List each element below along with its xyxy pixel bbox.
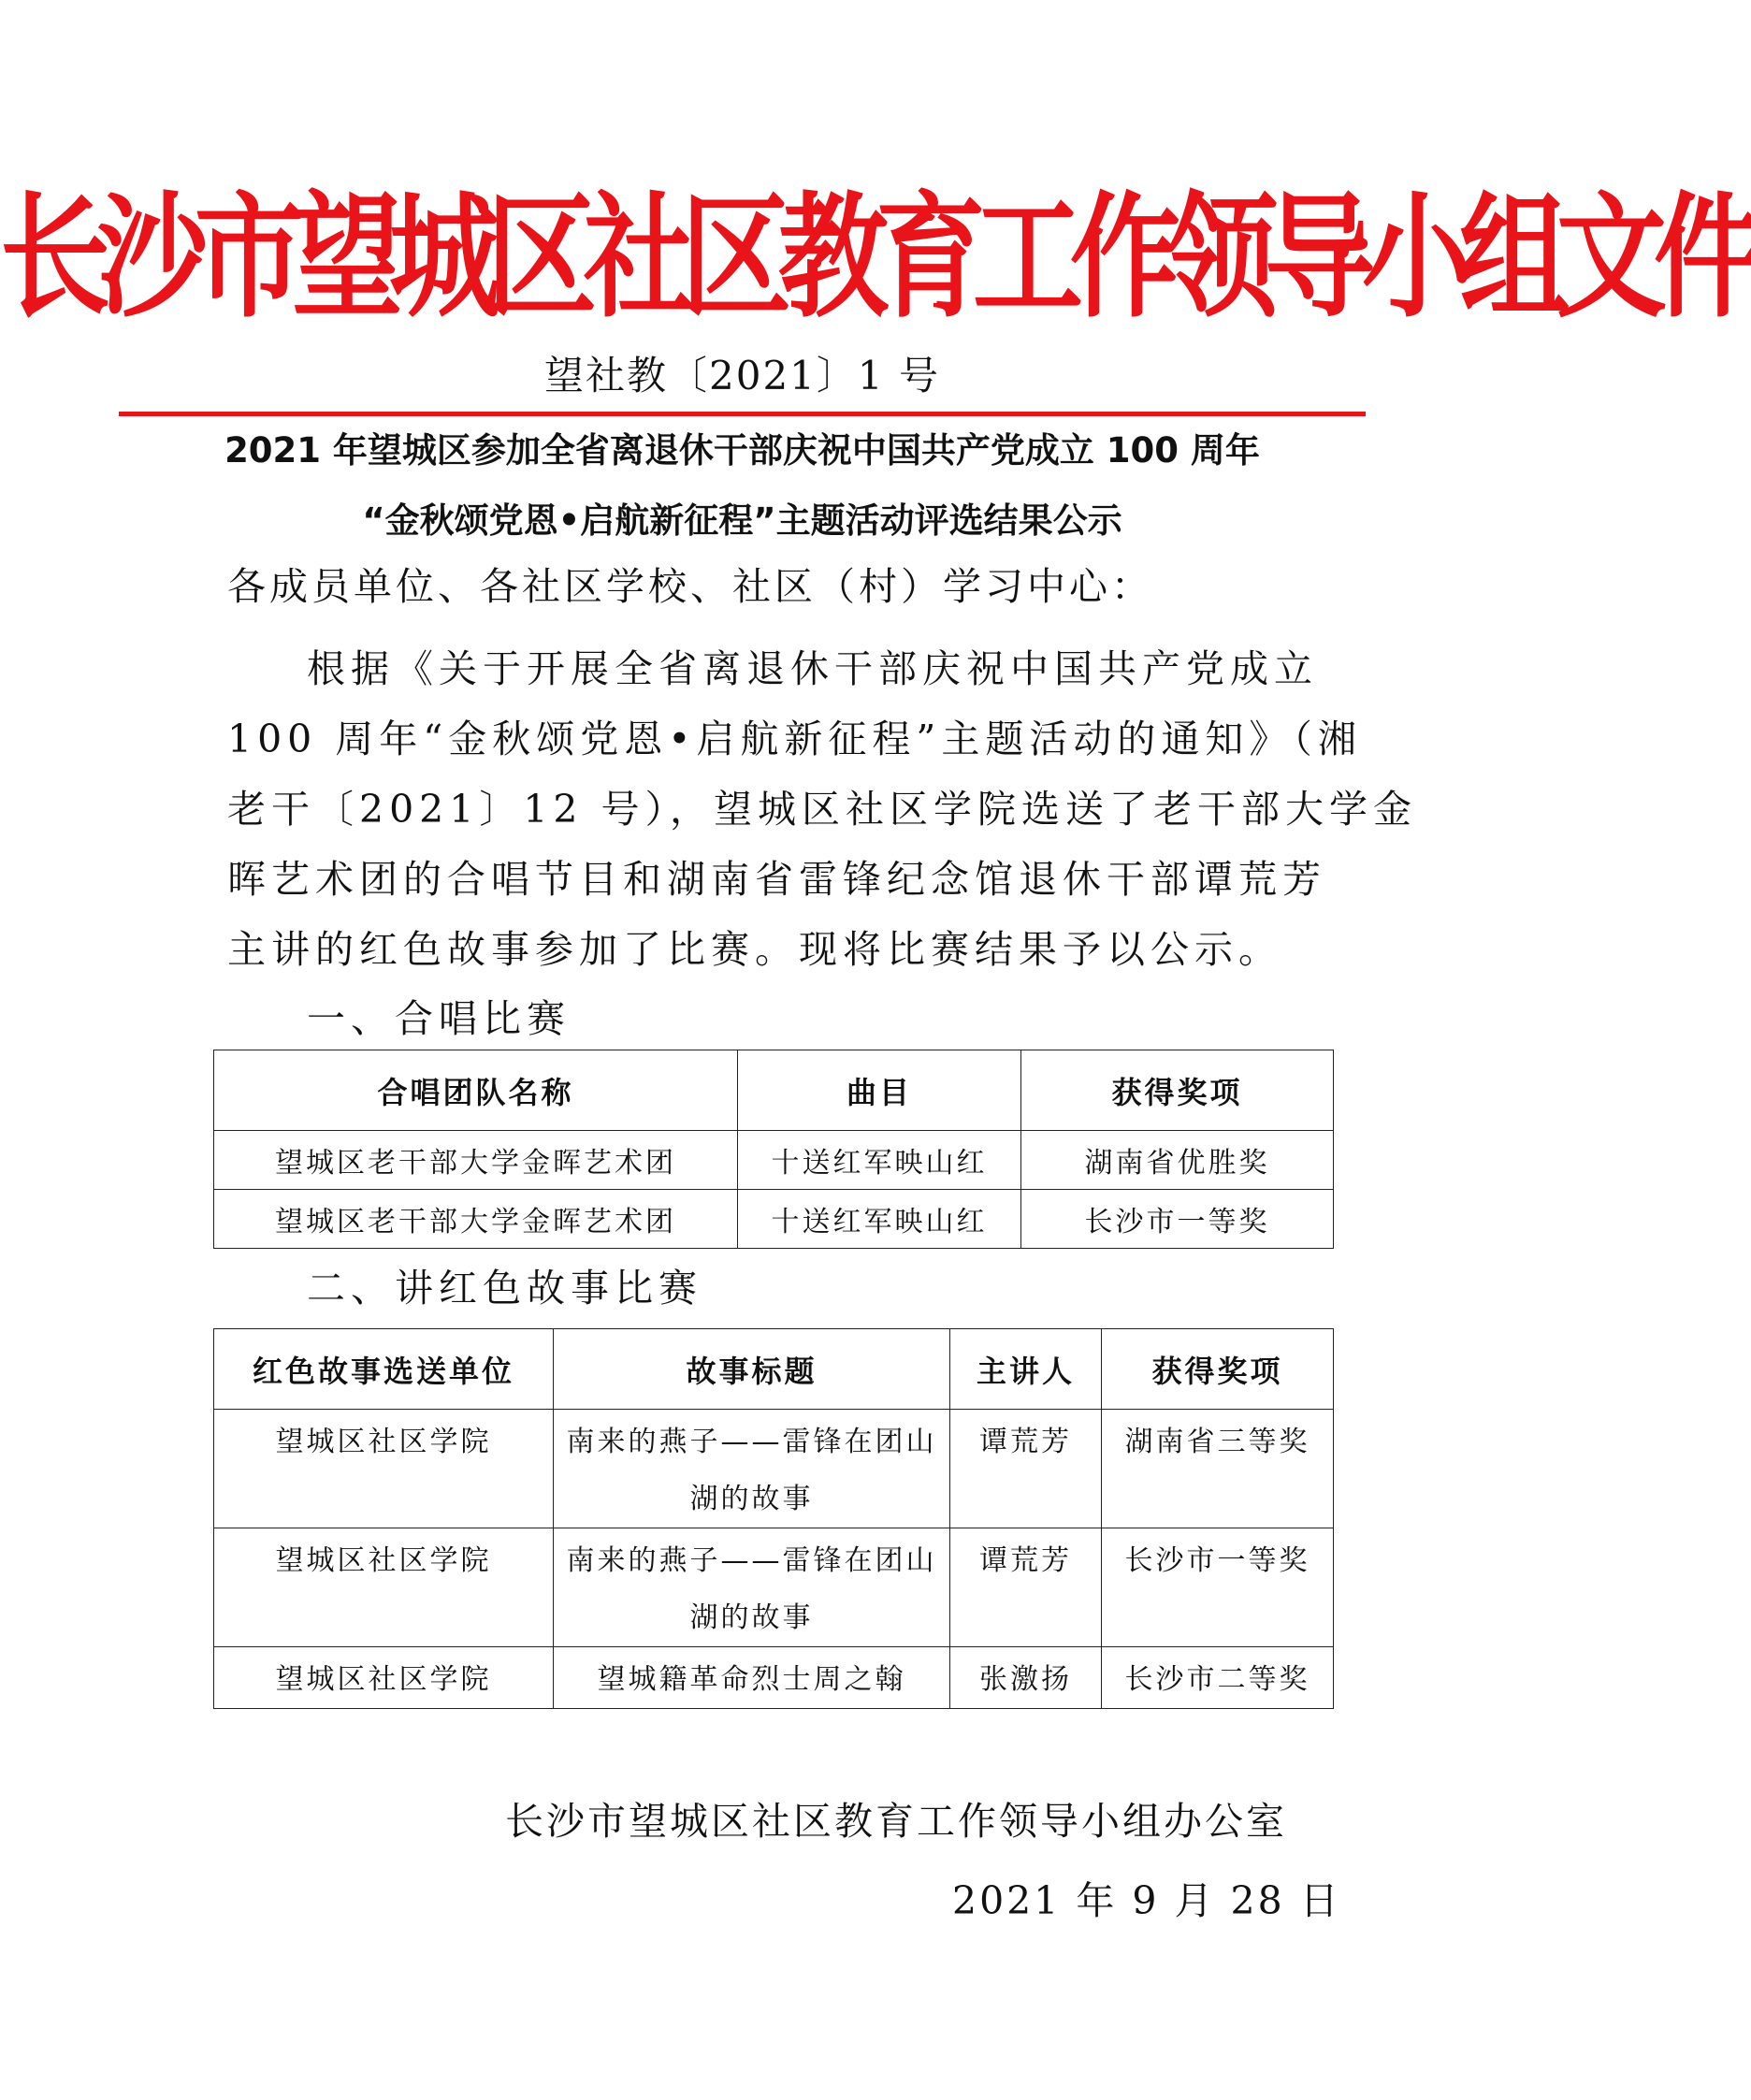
table-cell: 长沙市一等奖: [1102, 1528, 1334, 1647]
column-header: 红色故事选送单位: [214, 1329, 554, 1410]
table-cell: 湖南省优胜奖: [1021, 1131, 1334, 1190]
table-cell: 望城区社区学院: [214, 1528, 554, 1647]
column-header: 获得奖项: [1102, 1329, 1334, 1410]
notice-title-line1: 2021 年望城区参加全省离退休干部庆祝中国共产党成立 100 周年: [224, 430, 1260, 471]
choir-results-table: [213, 1050, 1334, 1249]
section1-heading: 一、合唱比赛: [307, 996, 571, 1041]
signature-date: 2021 年 9 月 28 日: [952, 1878, 1341, 1923]
table-cell: 长沙市二等奖: [1102, 1647, 1334, 1709]
table-row: [214, 1528, 1334, 1647]
paragraph-line-2: 100 周年“金秋颂党恩•启航新征程”主题活动的通知》（湘: [227, 717, 1362, 761]
table-cell: 张激扬: [950, 1647, 1102, 1709]
table-cell: 南来的燕子——雷锋在团山湖的故事: [554, 1528, 950, 1647]
table-cell: 湖南省三等奖: [1102, 1410, 1334, 1528]
table-header-row: [214, 1329, 1334, 1410]
table-row: [214, 1410, 1334, 1528]
table-cell: 十送红军映山红: [738, 1190, 1021, 1249]
table-cell: 望城区老干部大学金晖艺术团: [214, 1131, 738, 1190]
table-cell: 南来的燕子——雷锋在团山湖的故事: [554, 1410, 950, 1528]
paragraph-line-3: 老干〔2021〕12 号），望城区社区学院选送了老干部大学金: [227, 787, 1418, 832]
masthead-title: 长沙市望城区社区教育工作领导小组文件: [0, 178, 1751, 337]
red-divider: [119, 412, 1366, 416]
table-header-row: [214, 1050, 1334, 1131]
table-cell: 谭荒芳: [950, 1528, 1102, 1647]
table-row: [214, 1647, 1334, 1709]
table-cell: 望城区社区学院: [214, 1410, 554, 1528]
table-cell: 长沙市一等奖: [1021, 1190, 1334, 1249]
section2-heading: 二、讲红色故事比赛: [307, 1266, 702, 1311]
paragraph-line-5: 主讲的红色故事参加了比赛。现将比赛结果予以公示。: [227, 927, 1282, 972]
column-header: 合唱团队名称: [214, 1050, 738, 1131]
table-cell: 十送红军映山红: [738, 1131, 1021, 1190]
column-header: 故事标题: [554, 1329, 950, 1410]
salutation: 各成员单位、各社区学校、社区（村）学习中心：: [227, 564, 1153, 609]
paragraph-line-4: 晖艺术团的合唱节目和湖南省雷锋纪念馆退休干部谭荒芳: [227, 857, 1326, 902]
red-story-results-table: [213, 1328, 1334, 1709]
table-cell: 谭荒芳: [950, 1410, 1102, 1528]
table-row: [214, 1190, 1334, 1249]
table-cell: 望城籍革命烈士周之翰: [554, 1647, 950, 1709]
table-cell: 望城区老干部大学金晖艺术团: [214, 1190, 738, 1249]
notice-title-line2: “金秋颂党恩•启航新征程”主题活动评选结果公示: [362, 500, 1122, 541]
column-header: 获得奖项: [1021, 1050, 1334, 1131]
signature-office: 长沙市望城区社区教育工作领导小组办公室: [505, 1799, 1287, 1844]
column-header: 曲目: [738, 1050, 1021, 1131]
table-row: [214, 1131, 1334, 1190]
paragraph-line-1: 根据《关于开展全省离退休干部庆祝中国共产党成立: [307, 646, 1318, 691]
document-number: 望社教〔2021〕1 号: [544, 353, 940, 398]
column-header: 主讲人: [950, 1329, 1102, 1410]
table-cell: 望城区社区学院: [214, 1647, 554, 1709]
